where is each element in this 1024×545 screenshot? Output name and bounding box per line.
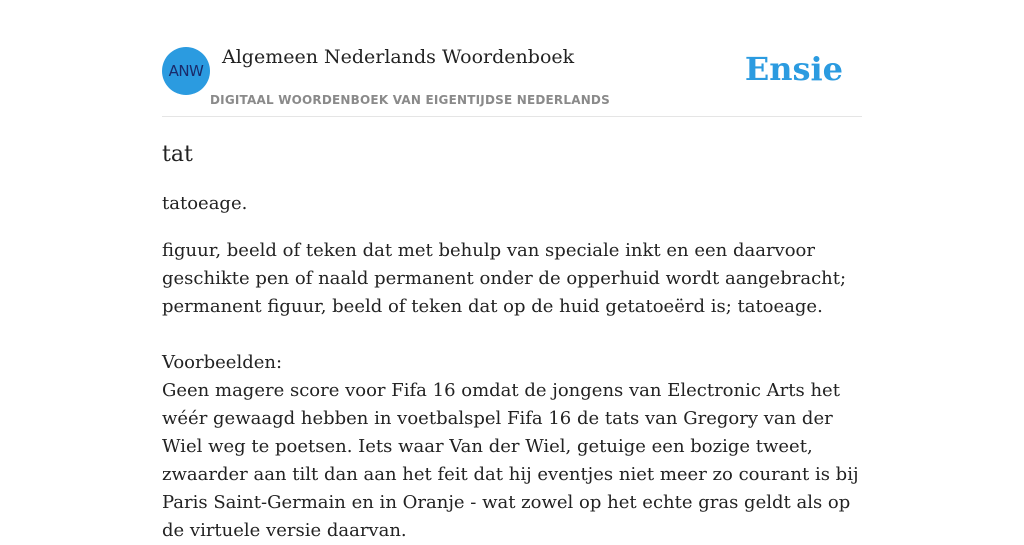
site-header <box>162 40 862 117</box>
entry-headword: tat <box>162 142 193 167</box>
examples-label: Voorbeelden: <box>162 352 283 373</box>
site-subtitle: DIGITAAL WOORDENBOEK VAN EIGENTIJDSE NEDERLANDS <box>210 93 610 107</box>
entry-content <box>162 138 867 545</box>
ensie-brand-link[interactable]: Ensie <box>744 50 843 88</box>
long-definition: figuur, beeld of teken dat met behulp van speciale inkt en een daarvoor geschikte pen of naald permanent onder de opperhuid wordt aangebracht; permanent figuur, beeld of teken dat op de huid getatoeërd is; tatoeage. <box>162 240 847 317</box>
anw-logo[interactable]: ANW <box>162 47 210 95</box>
short-definition: tatoeage. <box>162 193 248 214</box>
example-text: Geen magere score voor Fifa 16 omdat de jongens van Electronic Arts het wéér gewaagd hebben in voetbalspel Fifa 16 de tats van Gregory van der Wiel weg te poetsen. Iets waar Van der Wiel, getuige een bozige tweet, zwaarder aan tilt dan aan het feit dat hij eventjes niet meer zo courant is bij Paris Saint-Germain en in Oranje - wat zowel op het echte gras geldt als op de virtuele versie daarvan. <box>162 380 859 541</box>
site-title[interactable]: Algemeen Nederlands Woordenboek <box>222 46 575 68</box>
